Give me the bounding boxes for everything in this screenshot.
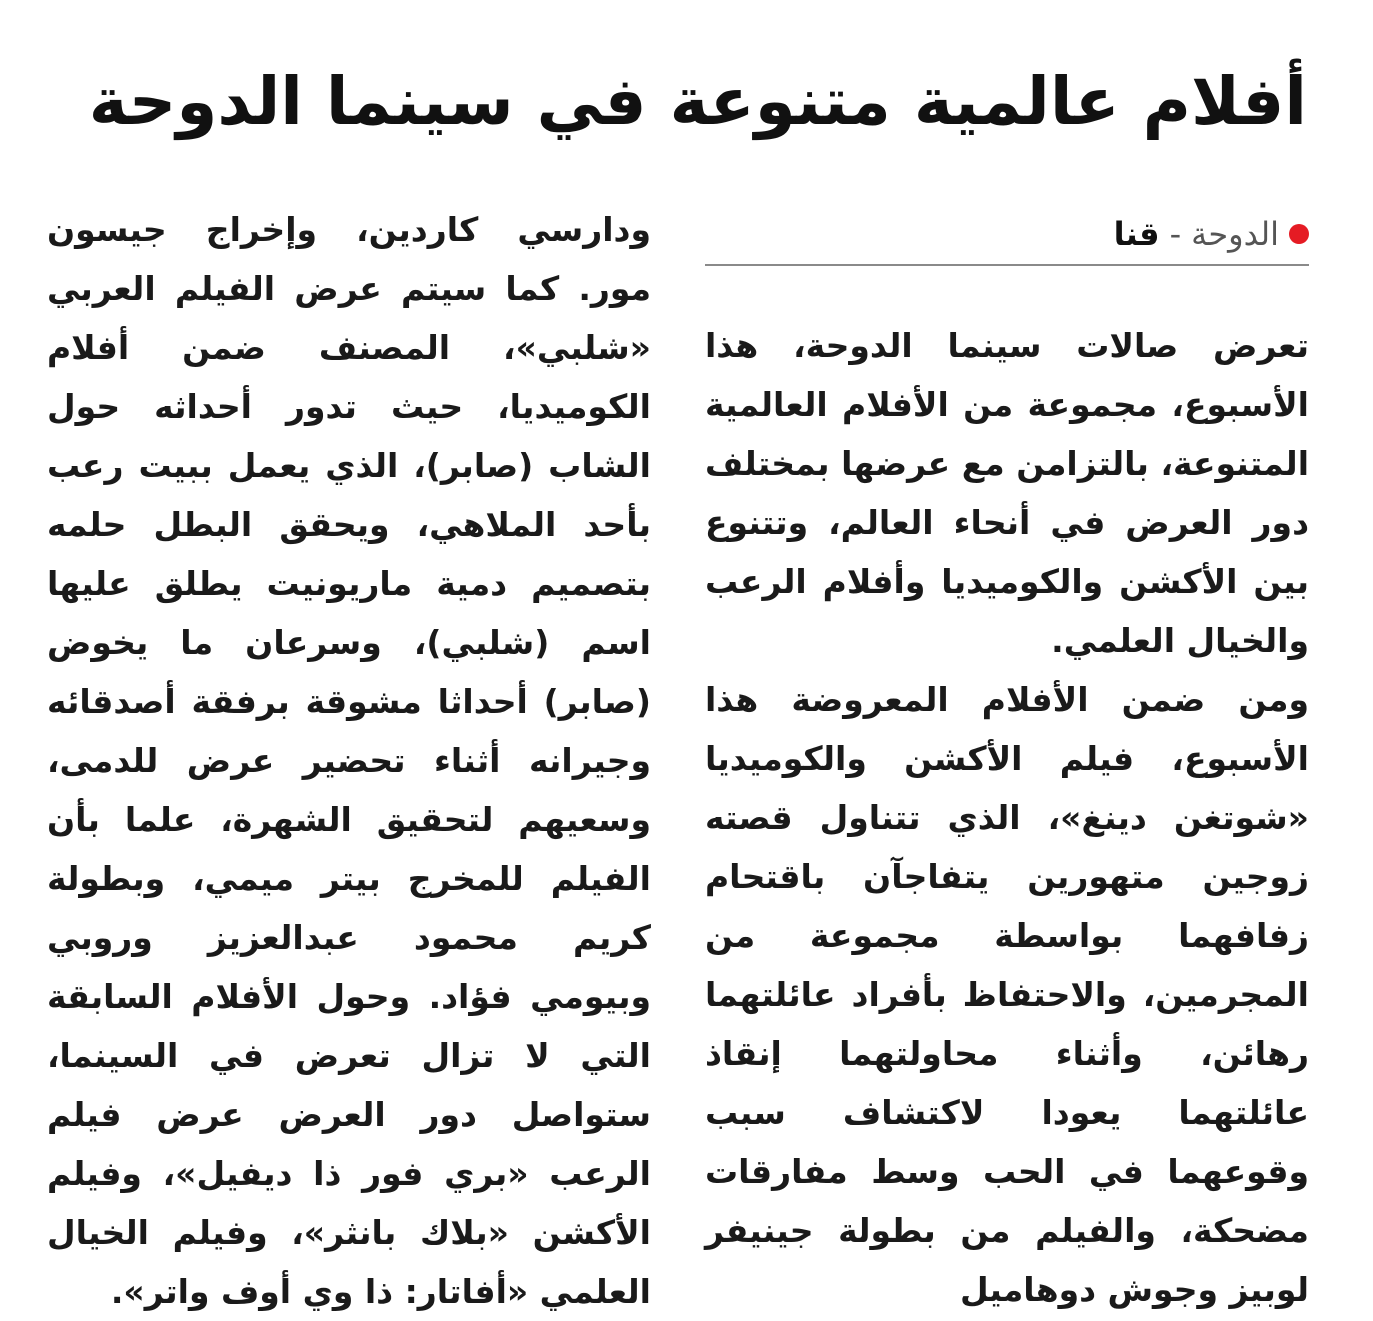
article-paragraph: تعرض صالات سينما الدوحة، هذا الأسبوع، مجموعة من الأفلام العالمية المتنوعة، بالتزامن مع عرضها بمختلف دور العرض في أنحاء العالم، وتتنوع بين الأكشن والكوميديا وأفلام الرعب والخيال العلمي. bbox=[705, 326, 1309, 660]
article-column-right bbox=[705, 196, 1309, 1319]
dateline bbox=[705, 196, 1309, 266]
dateline-agency: قنا bbox=[1113, 215, 1160, 253]
article-paragraph: ودارسي كاردين، وإخراج جيسون مور. كما سيتم عرض الفيلم العربي «شلبي»، المصنف ضمن أفلام الكوميديا، حيث تدور أحداثه حول الشاب (صابر)، الذي يعمل ببيت رعب بأحد الملاهي، ويحقق البطل حلمه بتصميم دمية ماريونيت يطلق عليها اسم (شلبي)، وسرعان ما يخوض (صابر) أحداثا مشوقة برفقة أصدقائه وجيرانه أثناء تحضير عرض للدمى، وسعيهم لتحقيق الشهرة، علما بأن الفيلم للمخرج بيتر ميمي، وبطولة كريم محمود عبدالعزيز وروبي وبيومي فؤاد. وحول الأفلام السابقة التي لا تزال تعرض في السينما، ستواصل دور العرض عرض فيلم الرعب «بري فور ذا ديفيل»، وفيلم الأكشن «بلاك بانثر»، وفيلم الخيال العلمي «أفاتار: ذا وي أوف واتر». bbox=[47, 210, 651, 1311]
dateline-city: الدوحة bbox=[1191, 215, 1279, 253]
article-column-left bbox=[47, 196, 651, 1321]
headline: أفلام عالمية متنوعة في سينما الدوحة bbox=[88, 63, 1307, 140]
red-dot-icon bbox=[1289, 224, 1309, 244]
dateline-separator: - bbox=[1169, 215, 1182, 253]
article-paragraph: ومن ضمن الأفلام المعروضة هذا الأسبوع، فيلم الأكشن والكوميديا «شوتغن دينغ»، الذي تتناول قصته زوجين متهورين يتفاجآن باقتحام زفافهما بواسطة مجموعة من المجرمين، والاحتفاظ بأفراد عائلتهما رهائن، وأثناء محاولتهما إنقاذ عائلتهما يعودا لاكتشاف سبب وقوعهما في الحب وسط مفارقات مضحكة، والفيلم من بطولة جينيفر لوبيز وجوش دوهاميل bbox=[705, 680, 1309, 1309]
